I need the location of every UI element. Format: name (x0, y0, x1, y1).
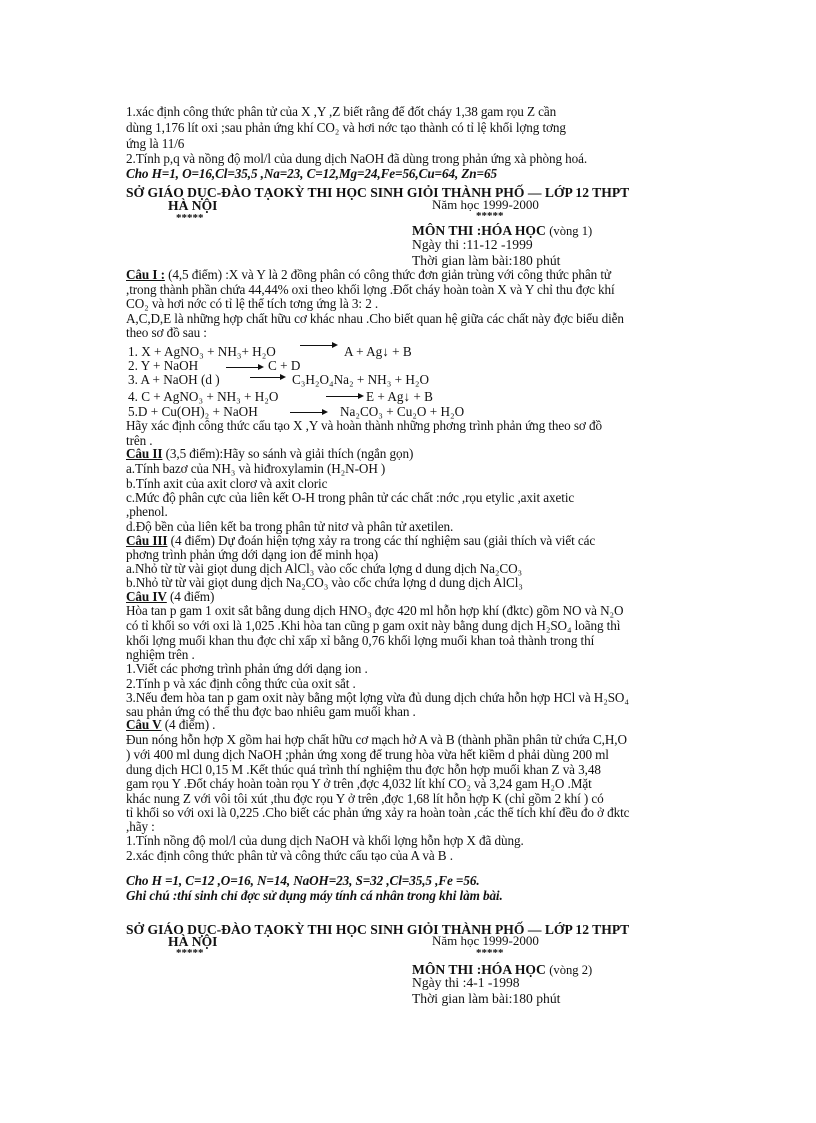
q1-line-5: theo sơ đồ sau : (126, 325, 207, 340)
q4-line-4: nghiệm trên . (126, 647, 195, 662)
q1-line-2: ,trong thành phần chứa 44,44% oxi theo khối lợng .Đốt cháy hoàn toàn X và Y chỉ thu đợc khí (126, 282, 615, 297)
q4-sub-3: 3.Nếu đem hòa tan p gam oxit này bằng một lợng vừa đủ dung dịch chứa hỗn hợp HCl và H₂SO₄ (126, 690, 629, 705)
q1-line-3: CO₂ và hơi nớc có tỉ lệ thể tích tơng ứng là 3: 2 . (126, 296, 379, 311)
intro-line-4: 2.Tính p,q và nồng độ mol/l của dung dịch NaOH đã dùng trong phản ứng xà phòng hoá. (126, 151, 588, 166)
reaction-1-left: 1. X + AgNO₃ + NH₃+ H₂O (128, 344, 276, 359)
q4-label: Câu IV (126, 589, 167, 604)
q4-points: (4 điểm) (166, 589, 215, 604)
q4-line-1: Hòa tan p gam 1 oxit sắt bằng dung dịch HNO₃ đợc 420 ml hỗn hợp khí (đktc) gồm NO và N₂O (126, 603, 624, 618)
round-label: (vòng 1) (549, 224, 593, 238)
q3-heading (126, 534, 595, 548)
q4-line-2: có tỉ khối so với oxi là 1,025 .Khi hòa tan cũng p gam oxit này bằng dung dịch H₂SO₄ loãng thì (126, 618, 621, 633)
q5-points: (4 điểm) . (161, 717, 216, 732)
exam-duration-2: Thời gian làm bài:180 phút (412, 991, 561, 1006)
q5-line-4: gam rọu Y .Đốt cháy hoàn toàn rọu Y ở trên ,đợc 4,032 lít khí CO₂ và 3,24 gam H₂O .Mặt (126, 776, 592, 791)
reaction-2-left: 2. Y + NaOH (128, 358, 199, 373)
atomic-masses-2: Cho H =1, C=12 ,O=16, N=14, NaOH=23, S=32 ,Cl=35,5 ,Fe =56. (126, 873, 480, 888)
stars-left: ***** (176, 212, 204, 224)
exam-note: Ghi chú :thí sinh chỉ đợc sử dụng máy tính cá nhân trong khi làm bài. (126, 888, 503, 903)
q5-line-1: Đun nóng hỗn hợp X gồm hai hợp chất hữu cơ mạch hở A và B (thành phần phân tử chứa C,H,O (126, 732, 627, 747)
q2-item-d: d.Độ bền của liên kết ba trong phân tử nitơ và phân tử axetilen. (126, 519, 454, 534)
q4-sub-3-cont: sau phản ứng có thể thu đợc bao nhiêu gam muối khan . (126, 704, 416, 719)
intro-line-3: ứng là 11/6 (126, 136, 185, 151)
atomic-masses-1: Cho H=1, O=16,Cl=35,5 ,Na=23, C=12,Mg=24,Fe=56,Cu=64, Zn=65 (126, 166, 497, 181)
reaction-4-left: 4. C + AgNO₃ + NH₃ + H₂O (128, 389, 279, 404)
round-label-2: (vòng 2) (549, 963, 593, 977)
subject-text-2: MÔN THI :HÓA HỌC (412, 962, 546, 977)
intro-line-2: dùng 1,176 lít oxi ;sau phản ứng khí CO₂ và hơi nớc tạo thành có tỉ lệ khối lợng tơng (126, 120, 566, 135)
dept-name-2: SỞ GIÁO DỤC-ĐÀO TẠO (126, 922, 284, 937)
q1-line-6: Hãy xác định công thức cấu tạo X ,Y và hoàn thành những phơng trình phản ứng theo sơ đồ (126, 418, 602, 433)
reaction-2-arrow (226, 367, 262, 368)
q2-label: Câu II (126, 446, 163, 461)
city-name-2: HÀ NỘI (168, 934, 218, 949)
q5-heading (126, 718, 215, 732)
q4-heading (126, 590, 214, 604)
q4-sub-1: 1.Viết các phơng trình phản ứng dới dạng ion . (126, 661, 368, 676)
q1-label: Câu I : (126, 267, 165, 282)
stars-left-2: ***** (176, 947, 204, 959)
intro-line-1: 1.xác định công thức phân tử của X ,Y ,Z biết rằng để đốt cháy 1,38 gam rọu Z cần (126, 104, 557, 119)
reaction-2-right: C + D (268, 358, 301, 373)
reaction-5-right: Na₂CO₃ + Cu₂O + H₂O (340, 404, 465, 419)
exam-date-2: Ngày thi :4-1 -1998 (412, 975, 520, 990)
reaction-3-left: 3. A + NaOH (d ) (128, 372, 220, 387)
q2-item-c: c.Mức độ phân cực của liên kết O-H trong phân tử các chất :nớc ,rọu etylic ,axit axetic (126, 490, 575, 505)
q4-line-3: khối lợng muối khan thu đợc chỉ xấp xỉ bằng 0,76 khối lợng muối khan toả thành trong thí (126, 633, 595, 648)
q5-line-5: khác nung Z với vôi tôi xút ,thu đợc rọu Y ở trên ,đợc 1,68 lít hỗn hợp K (chỉ gồm 2 khí ) có (126, 791, 604, 806)
reaction-3-right: C₃H₂O₄Na₂ + NH₃ + H₂O (292, 372, 429, 387)
reaction-5-arrow (290, 412, 326, 413)
reaction-4-right: E + Ag↓ + B (366, 389, 433, 404)
q5-line-7: ,hãy : (126, 819, 155, 834)
reaction-4-arrow (326, 396, 362, 397)
q2-item-a: a.Tính bazơ của NH₃ và hiđroxylamin (H₂N-OH ) (126, 461, 386, 476)
q1-line-1 (126, 268, 611, 282)
school-year: Năm học 1999-2000 (432, 197, 539, 212)
q2-item-c-cont: ,phenol. (126, 504, 168, 519)
exam-duration: Thời gian làm bài:180 phút (412, 253, 561, 268)
q1-text: (4,5 điểm) :X và Y là 2 đồng phân có công thức đơn giản trùng với công thức phân tử (164, 267, 611, 282)
q1-line-7: trên . (126, 433, 153, 448)
q5-line-6: tỉ khối so với oxi là 0,225 .Cho biết các phản ứng xảy ra hoàn toàn ,các thể tích khí đều đo ở đktc (126, 805, 630, 820)
q4-sub-2: 2.Tính p và xác định công thức của oxit sắt . (126, 676, 356, 691)
q5-label: Câu V (126, 717, 162, 732)
exam-title-2: KỲ THI HỌC SINH GIỎI THÀNH PHỐ — LỚP 12 THPT (284, 922, 630, 937)
subject-text: MÔN THI :HÓA HỌC (412, 223, 546, 238)
exam-date: Ngày thi :11-12 -1999 (412, 237, 533, 252)
q3-heading-cont: phơng trình phản ứng dới dạng ion để minh họa) (126, 547, 379, 562)
stars-right: ***** (476, 210, 504, 222)
stars-right-2: ***** (476, 947, 504, 959)
reaction-5-left: 5.D + Cu(OH)₂ + NaOH (128, 404, 258, 419)
school-year-2: Năm học 1999-2000 (432, 933, 539, 948)
q2-text: (3,5 điểm):Hãy so sánh và giải thích (ngắn gọn) (162, 446, 414, 461)
q5-line-2: ) với 400 ml dung dịch NaOH ;phản ứng xong để trung hòa vừa hết kiềm d phải dùng 200 ml (126, 747, 609, 762)
exam-title: KỲ THI HỌC SINH GIỎI THÀNH PHỐ — LỚP 12 THPT (284, 185, 630, 200)
q5-sub-1: 1.Tính nồng độ mol/l của dung dịch NaOH và khối lợng hỗn hợp X đã dùng. (126, 833, 524, 848)
q2-item-b: b.Tính axit của axit clorơ và axit cloric (126, 476, 328, 491)
reaction-1-arrow (300, 345, 336, 346)
q3-item-a: a.Nhỏ từ từ vài giọt dung dịch AlCl₃ vào cốc chứa lợng d dung dịch Na₂CO₃ (126, 561, 523, 576)
q2-heading (126, 447, 413, 461)
q3-label: Câu III (126, 533, 168, 548)
q1-line-4: A,C,D,E là những hợp chất hữu cơ khác nhau .Cho biết quan hệ giữa các chất này đợc biểu diễn (126, 311, 624, 326)
city-name: HÀ NỘI (168, 198, 218, 213)
dept-name: SỞ GIÁO DỤC-ĐÀO TẠO (126, 185, 284, 200)
q5-sub-2: 2.xác định công thức phân tử và công thức cấu tạo của A và B . (126, 848, 453, 863)
reaction-3-arrow (250, 377, 284, 378)
subject-title (412, 224, 592, 238)
q3-item-b: b.Nhỏ từ từ vài giọt dung dịch Na₂CO₃ vào cốc chứa lợng d dung dịch AlCl₃ (126, 575, 523, 590)
reaction-1-right: A + Ag↓ + B (344, 344, 412, 359)
q3-text: (4 điểm) Dự đoán hiện tợng xảy ra trong các thí nghiệm sau (giải thích và viết các (167, 533, 596, 548)
q5-line-3: dung dịch HCl 0,15 M .Kết thúc quá trình thí nghiệm thu đợc hỗn hợp muối khan Z và 3,48 (126, 762, 601, 777)
